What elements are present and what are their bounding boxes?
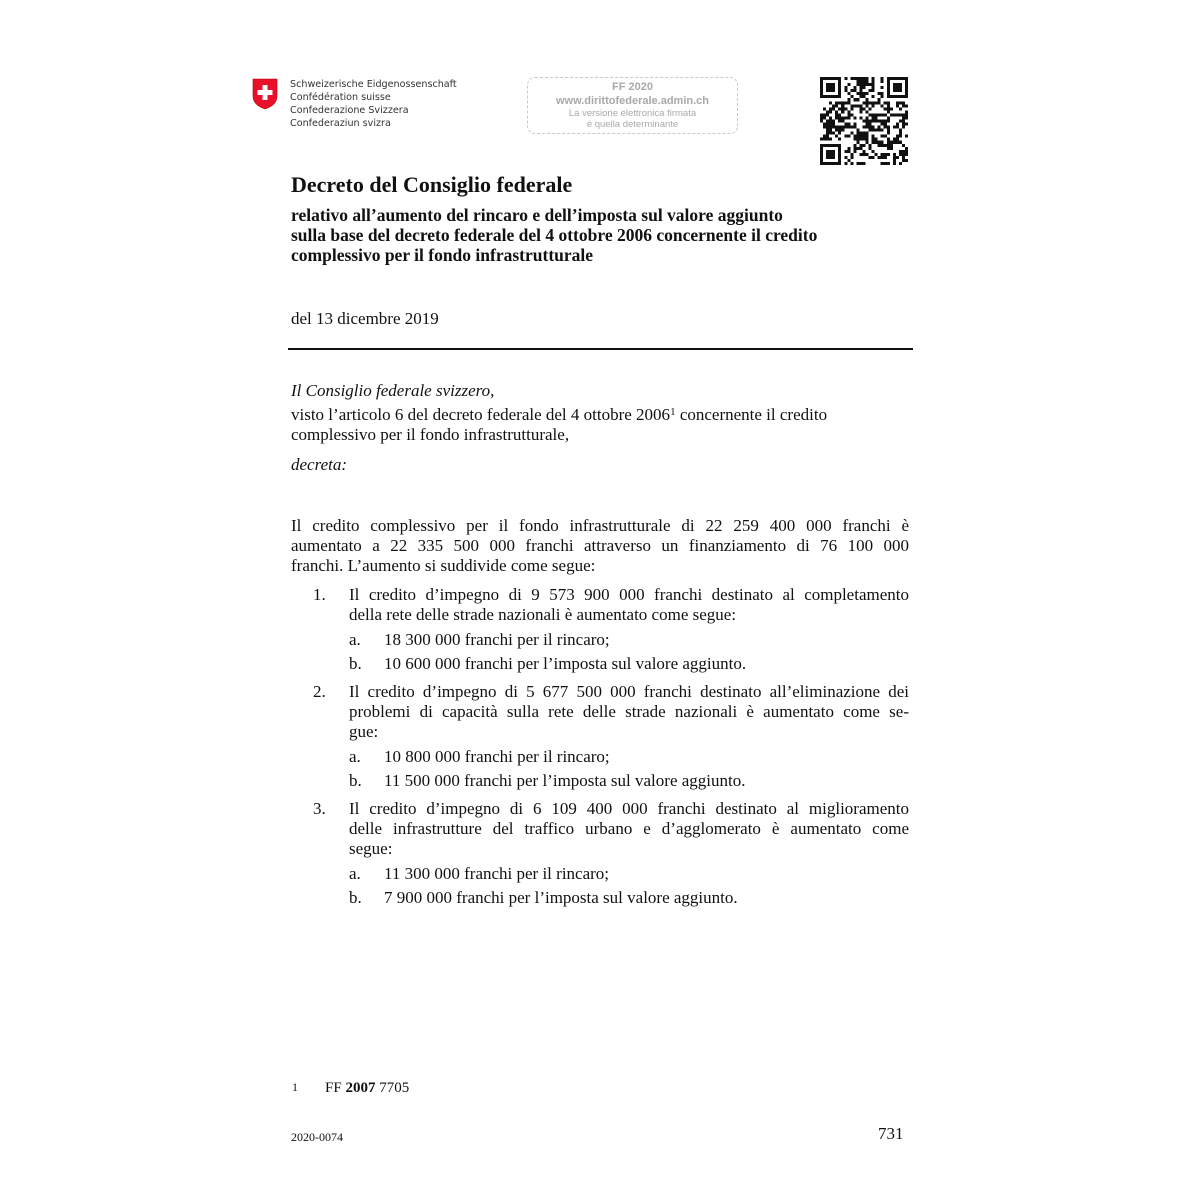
swiss-coat-of-arms-icon xyxy=(252,78,278,110)
item-line: Il credito d’impegno di 9 573 900 000 franchi destinato al completamento xyxy=(349,585,909,604)
considering-text: visto l’articolo 6 del decreto federale del 4 ottobre 2006 xyxy=(291,405,671,424)
subitem-letter: a. xyxy=(349,747,361,766)
document-date: del 13 dicembre 2019 xyxy=(291,309,439,328)
stamp-url: www.dirittofederale.admin.ch xyxy=(555,95,709,107)
federal-administration-names xyxy=(290,78,457,130)
title-divider xyxy=(288,348,913,350)
item-line: della rete delle strade nazionali è aumentato come segue: xyxy=(349,605,737,624)
subitem-text: 7 900 000 franchi per l’imposta sul valore aggiunto. xyxy=(384,888,738,907)
footnote-number: 1 xyxy=(292,1080,298,1094)
org-name-fr: Confédération suisse xyxy=(290,92,391,103)
subitem-text: 11 300 000 franchi per il rincaro; xyxy=(384,864,610,883)
item-line: Il credito d’impegno di 6 109 400 000 franchi destinato al miglioramento xyxy=(349,799,909,818)
item-line: segue: xyxy=(349,839,393,858)
footnote-year: 2007 xyxy=(345,1080,376,1096)
considering-text-cont: concernente il credito xyxy=(675,405,828,424)
list-item xyxy=(349,682,909,742)
stamp-note-line2: è quella determinante xyxy=(586,119,679,130)
document-id: 2020-0074 xyxy=(291,1130,343,1144)
preamble-considering xyxy=(291,405,911,445)
intro-line: aumentato a 22 335 500 000 franchi attraverso un finanziamento di 76 100 000 xyxy=(291,536,909,555)
publication-stamp xyxy=(527,77,738,134)
footnote-page: 7705 xyxy=(375,1080,410,1096)
item-line: gue: xyxy=(349,722,379,741)
preamble-decrees: decreta: xyxy=(291,455,348,474)
list-item xyxy=(349,799,909,859)
org-name-it: Confederazione Svizzera xyxy=(290,105,409,116)
subtitle-line: sulla base del decreto federale del 4 ottobre 2006 concernente il credito xyxy=(291,225,818,245)
subitem-text: 11 500 000 franchi per l’imposta sul valore aggiunto. xyxy=(384,771,746,790)
considering-line2: complessivo per il fondo infrastrutturale, xyxy=(291,425,570,444)
item-line: Il credito d’impegno di 5 677 500 000 franchi destinato all’eliminazione dei xyxy=(349,682,909,701)
item-number: 2. xyxy=(313,682,326,701)
stamp-publication: FF 2020 xyxy=(612,81,653,93)
subitem-letter: b. xyxy=(349,888,362,907)
intro-line: franchi. L’aumento si suddivide come segue: xyxy=(291,556,596,575)
item-number: 1. xyxy=(313,585,326,604)
footnote-reference[interactable]: 1 xyxy=(670,406,676,418)
list-item xyxy=(349,585,909,625)
org-name-de: Schweizerische Eidgenossenschaft xyxy=(290,79,457,90)
footnote-prefix: FF xyxy=(325,1080,346,1096)
item-line: problemi di capacità sulla rete delle strade nazionali è aumentato come se- xyxy=(349,702,909,721)
footnote-text xyxy=(325,1080,409,1097)
subitem-letter: b. xyxy=(349,771,362,790)
stamp-note-line1: La versione elettronica firmata xyxy=(568,108,697,119)
org-name-rm: Confederaziun svizra xyxy=(290,118,391,129)
preamble-authority: Il Consiglio federale svizzero, xyxy=(291,381,495,400)
document-title: Decreto del Consiglio federale xyxy=(291,172,573,197)
subitem-text: 18 300 000 franchi per il rincaro; xyxy=(384,630,610,649)
intro-line: Il credito complessivo per il fondo infrastrutturale di 22 259 400 000 franchi è xyxy=(291,516,909,535)
item-line: delle infrastrutture del traffico urbano e d’agglomerato è aumentato come xyxy=(349,819,909,838)
intro-paragraph xyxy=(291,516,909,576)
subitem-text: 10 800 000 franchi per il rincaro; xyxy=(384,747,610,766)
page-number: 731 xyxy=(878,1124,904,1143)
subtitle-line: relativo all’aumento del rincaro e dell’imposta sul valore aggiunto xyxy=(291,205,783,225)
subtitle-line: complessivo per il fondo infrastrutturale xyxy=(291,245,594,265)
document-subtitle xyxy=(291,205,931,265)
subitem-text: 10 600 000 franchi per l’imposta sul valore aggiunto. xyxy=(384,654,747,673)
item-number: 3. xyxy=(313,799,326,818)
subitem-letter: a. xyxy=(349,864,361,883)
qr-code-icon xyxy=(820,77,908,165)
subitem-letter: a. xyxy=(349,630,361,649)
subitem-letter: b. xyxy=(349,654,362,673)
